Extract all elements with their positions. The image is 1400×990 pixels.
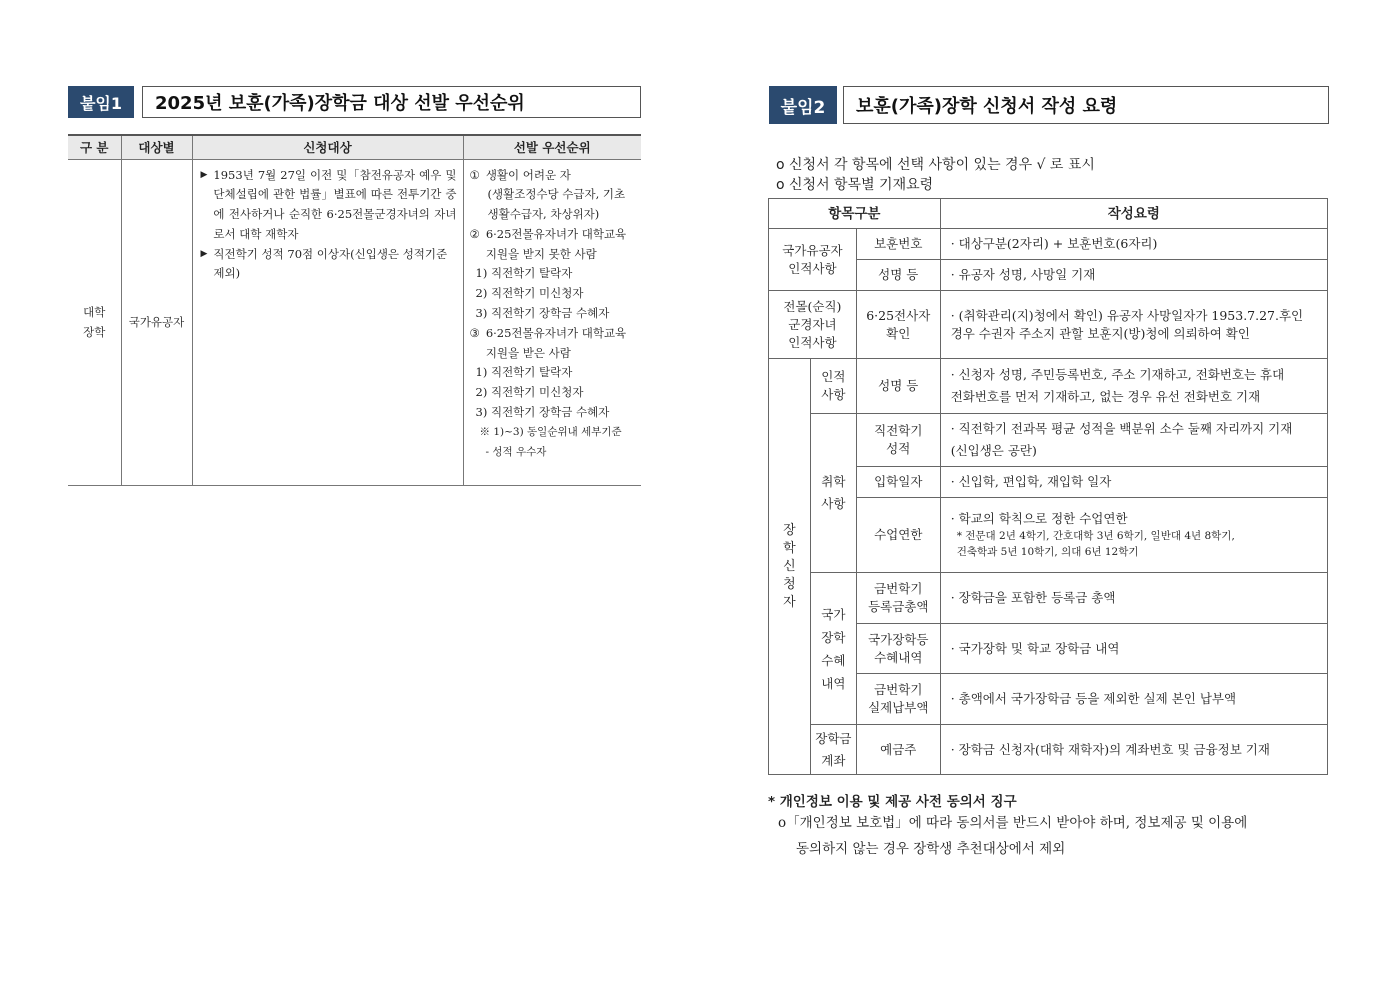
priority-mark: ① (469, 167, 480, 182)
item-label: 보훈번호 (856, 229, 940, 260)
priority-sub: 3) 직전학기 장학금 수혜자 (475, 405, 610, 420)
consent-heading: * 개인정보 이용 및 제공 사전 동의서 징구 (768, 794, 1017, 810)
target-cell: 국가유공자 (121, 159, 192, 485)
priority-mark: ③ (469, 325, 480, 340)
priority-cell (463, 159, 641, 485)
term-length-note: * 전문대 2년 4학기, 간호대학 3년 6학기, 일반대 4년 8학기, 건축학과 5년 10학기, 의대 6년 12학기 (956, 530, 1235, 558)
item-guide: · 신입학, 편입학, 재입학 일자 (940, 467, 1327, 498)
item-guide (940, 498, 1327, 573)
priority-item (470, 166, 636, 186)
priority-text: 6·25전몰유자녀가 대학교육 지원을 받은 사람 (485, 325, 627, 360)
priority-sub: 1) 직전학기 탈락자 (475, 266, 573, 281)
header-guide: 작성요령 (940, 199, 1327, 229)
tiebreak-criterion: - 성적 우수자 (485, 445, 547, 458)
item-label: 성명 등 (856, 260, 940, 291)
group-deceased-info: 전몰(순직) 군경자녀 인적사항 (769, 291, 857, 359)
item-guide: · 유공자 성명, 사망일 기재 (940, 260, 1327, 291)
header-target: 대상별 (121, 135, 192, 159)
header-item: 항목구분 (769, 199, 941, 229)
item-guide: · (취학관리(지)청에서 확인) 유공자 사망일자가 1953.7.27.후인 경우 수권자 주소지 관할 보훈지(방)청에 의뢰하여 확인 (940, 291, 1327, 359)
header-eligibility: 신청대상 (192, 135, 463, 159)
priority-text: 6·25전몰유자녀가 대학교육 지원을 받지 못한 사람 (485, 226, 627, 261)
priority-table (68, 134, 641, 486)
consent-body (778, 810, 1326, 862)
eligibility-cell (192, 159, 463, 485)
priority-text: 생활이 어려운 자 (485, 167, 571, 182)
item-label: 금번학기 등록금총액 (856, 573, 940, 624)
eligibility-item (201, 166, 457, 245)
eligibility-item (201, 245, 457, 285)
item-guide: · 직전학기 전과목 평균 성적을 백분위 소수 둘째 자리까지 기재 (신입생은 공란) (940, 414, 1327, 467)
group-account: 장학금 계좌 (810, 725, 856, 775)
item-guide: · 국가장학 및 학교 장학금 내역 (940, 624, 1327, 674)
eligibility-text: 직전학기 성적 70점 이상자(신입생은 성적기준 제외) (213, 246, 448, 281)
priority-mark: ② (469, 226, 480, 241)
item-guide: · 장학금 신청자(대학 재학자)의 계좌번호 및 금융정보 기재 (940, 725, 1327, 775)
item-guide: · 장학금을 포함한 등록금 총액 (940, 573, 1327, 624)
item-label: 금번학기 실제납부액 (856, 674, 940, 725)
group-personal: 인적 사항 (810, 359, 856, 414)
group-national-scholarship: 국가 장학 수혜 내역 (810, 573, 856, 725)
header-division: 구 분 (68, 135, 121, 159)
consent-line: 동의하지 않는 경우 장학생 추천대상에서 제외 (796, 841, 1066, 857)
tiebreak-note: ※ 1)~3) 동일순위내 세부기준 (479, 425, 622, 438)
item-label: 직전학기 성적 (856, 414, 940, 467)
item-label: 성명 등 (856, 359, 940, 414)
group-enrollment: 취학 사항 (810, 414, 856, 573)
priority-item (470, 225, 636, 265)
instruction-bullet: o 신청서 각 항목에 선택 사항이 있는 경우 √ 로 표시 (776, 157, 1095, 173)
consent-line: o「개인정보 보호법」에 따라 동의서를 반드시 받아야 하며, 정보제공 및 이용에 (778, 815, 1248, 831)
appendix-2-title: 보훈(가족)장학 신청서 작성 요령 (843, 86, 1329, 124)
instruction-bullet: o 신청서 항목별 기재요령 (776, 177, 934, 193)
item-guide-text: · 학교의 학칙으로 정한 수업연한 (950, 511, 1128, 526)
appendix-1-badge: 붙임1 (68, 86, 134, 118)
division-cell: 대학 장학 (68, 159, 121, 485)
item-guide: · 대상구분(2자리) + 보훈번호(6자리) (940, 229, 1327, 260)
item-label: 6·25전사자 확인 (856, 291, 940, 359)
priority-item (470, 324, 636, 364)
group-applicant: 장 학 신 청 자 (769, 359, 811, 775)
priority-sub: 1) 직전학기 탈락자 (475, 365, 573, 380)
priority-sub: 2) 직전학기 미신청자 (475, 385, 584, 400)
appendix-1-title: 2025년 보훈(가족)장학금 대상 선발 우선순위 (142, 86, 641, 118)
eligibility-text: 1953년 7월 27일 이전 및「참전유공자 예우 및 단체설립에 관한 법률」별표에 따른 전투기간 중에 전사하거나 순직한 6·25전몰군경자녀의 자녀로서 대학 재학자 (213, 167, 457, 241)
item-guide: · 총액에서 국가장학금 등을 제외한 실제 본인 납부액 (940, 674, 1327, 725)
priority-sub: 2) 직전학기 미신청자 (475, 286, 584, 301)
header-priority: 선발 우선순위 (463, 135, 641, 159)
item-label: 수업연한 (856, 498, 940, 573)
group-veteran-info: 국가유공자 인적사항 (769, 229, 857, 291)
item-label: 입학일자 (856, 467, 940, 498)
item-label: 예금주 (856, 725, 940, 775)
application-guide-table (768, 198, 1328, 775)
appendix-2-badge: 붙임2 (769, 86, 837, 124)
priority-sub: 3) 직전학기 장학금 수혜자 (475, 306, 610, 321)
triangle-bullet-icon: ▶ (200, 248, 208, 259)
item-label: 국가장학등 수혜내역 (856, 624, 940, 674)
item-guide: · 신청자 성명, 주민등록번호, 주소 기재하고, 전화번호는 휴대 전화번호를 먼저 기재하고, 없는 경우 유선 전화번호 기재 (940, 359, 1327, 414)
priority-sub: (생활조정수당 수급자, 기초생활수급자, 차상위자) (487, 187, 626, 222)
triangle-bullet-icon: ▶ (200, 169, 208, 180)
